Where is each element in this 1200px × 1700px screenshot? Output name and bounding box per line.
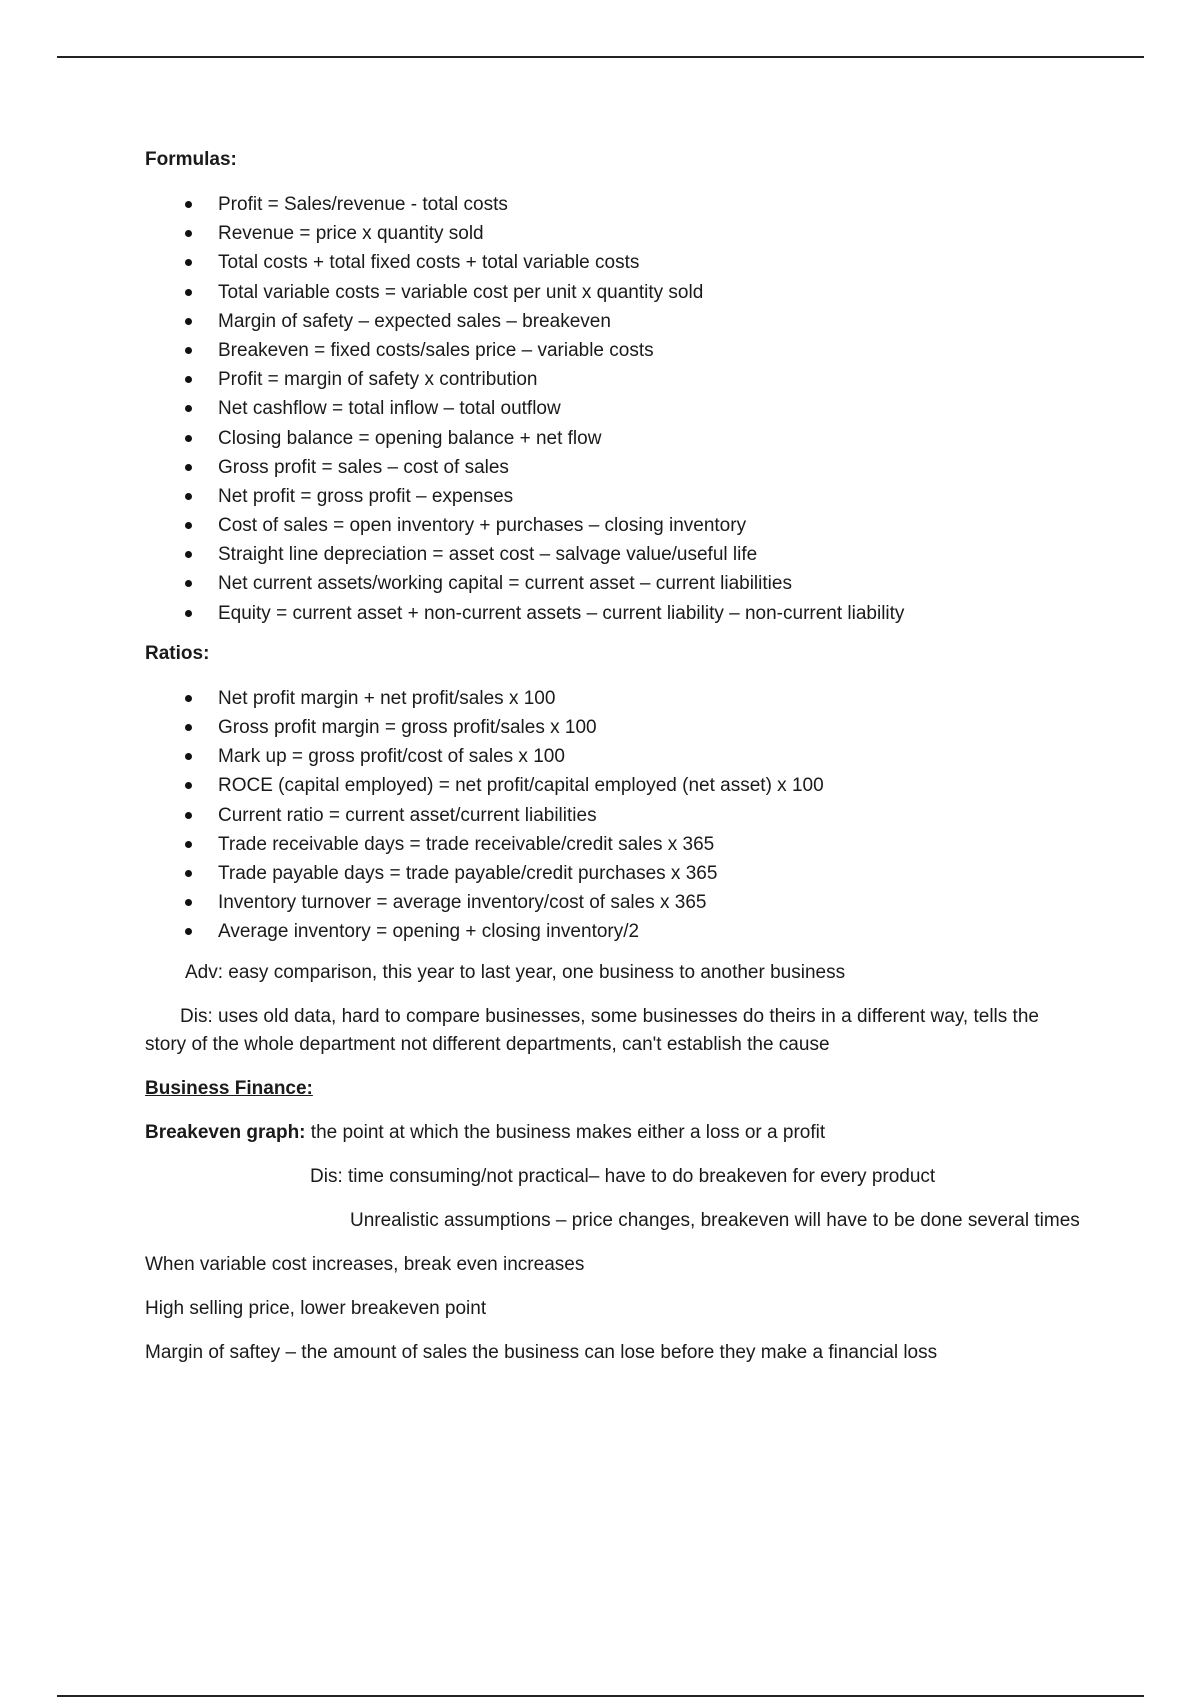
bullet-icon (185, 551, 192, 558)
list-item: Net profit = gross profit – expenses (145, 482, 1085, 511)
list-item: Current ratio = current asset/current liabilities (145, 801, 1085, 830)
bullet-icon (185, 230, 192, 237)
bullet-icon (185, 782, 192, 789)
list-item: Total costs + total fixed costs + total variable costs (145, 248, 1085, 277)
bullet-icon (185, 493, 192, 500)
breakeven-disadvantage: Dis: time consuming/not practical– have to do breakeven for every product (310, 1165, 936, 1187)
breakeven-graph-label: Breakeven graph: (145, 1121, 306, 1143)
ratios-heading: Ratios: (145, 642, 210, 664)
list-item: Trade payable days = trade payable/credit purchases x 365 (145, 859, 1085, 888)
unrealistic-assumptions: Unrealistic assumptions – price changes, breakeven will have to be done several times (350, 1209, 1080, 1231)
margin-of-safety-note: Margin of saftey – the amount of sales the business can lose before they make a financial loss (145, 1341, 938, 1363)
breakeven-graph-text: the point at which the business makes either a loss or a profit (305, 1121, 826, 1143)
bullet-icon (185, 928, 192, 935)
bullet-icon (185, 435, 192, 442)
list-item: Margin of safety – expected sales – breakeven (145, 307, 1085, 336)
list-item: Trade receivable days = trade receivable/credit sales x 365 (145, 830, 1085, 859)
bullet-icon (185, 259, 192, 266)
bullet-icon (185, 201, 192, 208)
list-item: Mark up = gross profit/cost of sales x 100 (145, 742, 1085, 771)
list-item: Net current assets/working capital = current asset – current liabilities (145, 569, 1085, 598)
bullet-icon (185, 580, 192, 587)
bullet-icon (185, 376, 192, 383)
list-item: Total variable costs = variable cost per unit x quantity sold (145, 278, 1085, 307)
bullet-icon (185, 610, 192, 617)
header-rule (57, 56, 1144, 58)
list-item: Gross profit margin = gross profit/sales x 100 (145, 713, 1085, 742)
bullet-icon (185, 347, 192, 354)
list-item: Net profit margin + net profit/sales x 100 (145, 684, 1085, 713)
list-item: Profit = Sales/revenue - total costs (145, 190, 1085, 219)
list-item: Average inventory = opening + closing inventory/2 (145, 917, 1085, 946)
variable-cost-note: When variable cost increases, break even increases (145, 1253, 585, 1275)
bullet-icon (185, 753, 192, 760)
list-item: Cost of sales = open inventory + purchases – closing inventory (145, 511, 1085, 540)
list-item: Breakeven = fixed costs/sales price – variable costs (145, 336, 1085, 365)
footer-rule (57, 1695, 1144, 1697)
bullet-icon (185, 289, 192, 296)
bullet-icon (185, 841, 192, 848)
ratios-disadvantages: Dis: uses old data, hard to compare businesses, some businesses do theirs in a different way, tells the story of the whole department not different departments, can't establish the cause (145, 1005, 1039, 1055)
formulas-list (145, 190, 1085, 628)
list-item: Revenue = price x quantity sold (145, 219, 1085, 248)
formulas-heading: Formulas: (145, 149, 237, 170)
bullet-icon (185, 318, 192, 325)
list-item: Straight line depreciation = asset cost – salvage value/useful life (145, 540, 1085, 569)
bullet-icon (185, 695, 192, 702)
bullet-icon (185, 870, 192, 877)
bullet-icon (185, 522, 192, 529)
list-item: Equity = current asset + non-current assets – current liability – non-current liability (145, 599, 1085, 628)
list-item: Gross profit = sales – cost of sales (145, 453, 1085, 482)
business-finance-heading: Business Finance: (145, 1077, 313, 1099)
bullet-icon (185, 724, 192, 731)
bullet-icon (185, 405, 192, 412)
document-body (145, 146, 1085, 1383)
bullet-icon (185, 464, 192, 471)
ratios-list (145, 684, 1085, 947)
list-item: Inventory turnover = average inventory/cost of sales x 365 (145, 888, 1085, 917)
selling-price-note: High selling price, lower breakeven point (145, 1297, 487, 1319)
list-item: ROCE (capital employed) = net profit/capital employed (net asset) x 100 (145, 771, 1085, 800)
list-item: Profit = margin of safety x contribution (145, 365, 1085, 394)
bullet-icon (185, 899, 192, 906)
bullet-icon (185, 812, 192, 819)
list-item: Net cashflow = total inflow – total outflow (145, 394, 1085, 423)
list-item: Closing balance = opening balance + net flow (145, 424, 1085, 453)
breakeven-graph-definition (145, 1119, 1085, 1147)
ratios-advantages: Adv: easy comparison, this year to last year, one business to another business (185, 961, 846, 983)
